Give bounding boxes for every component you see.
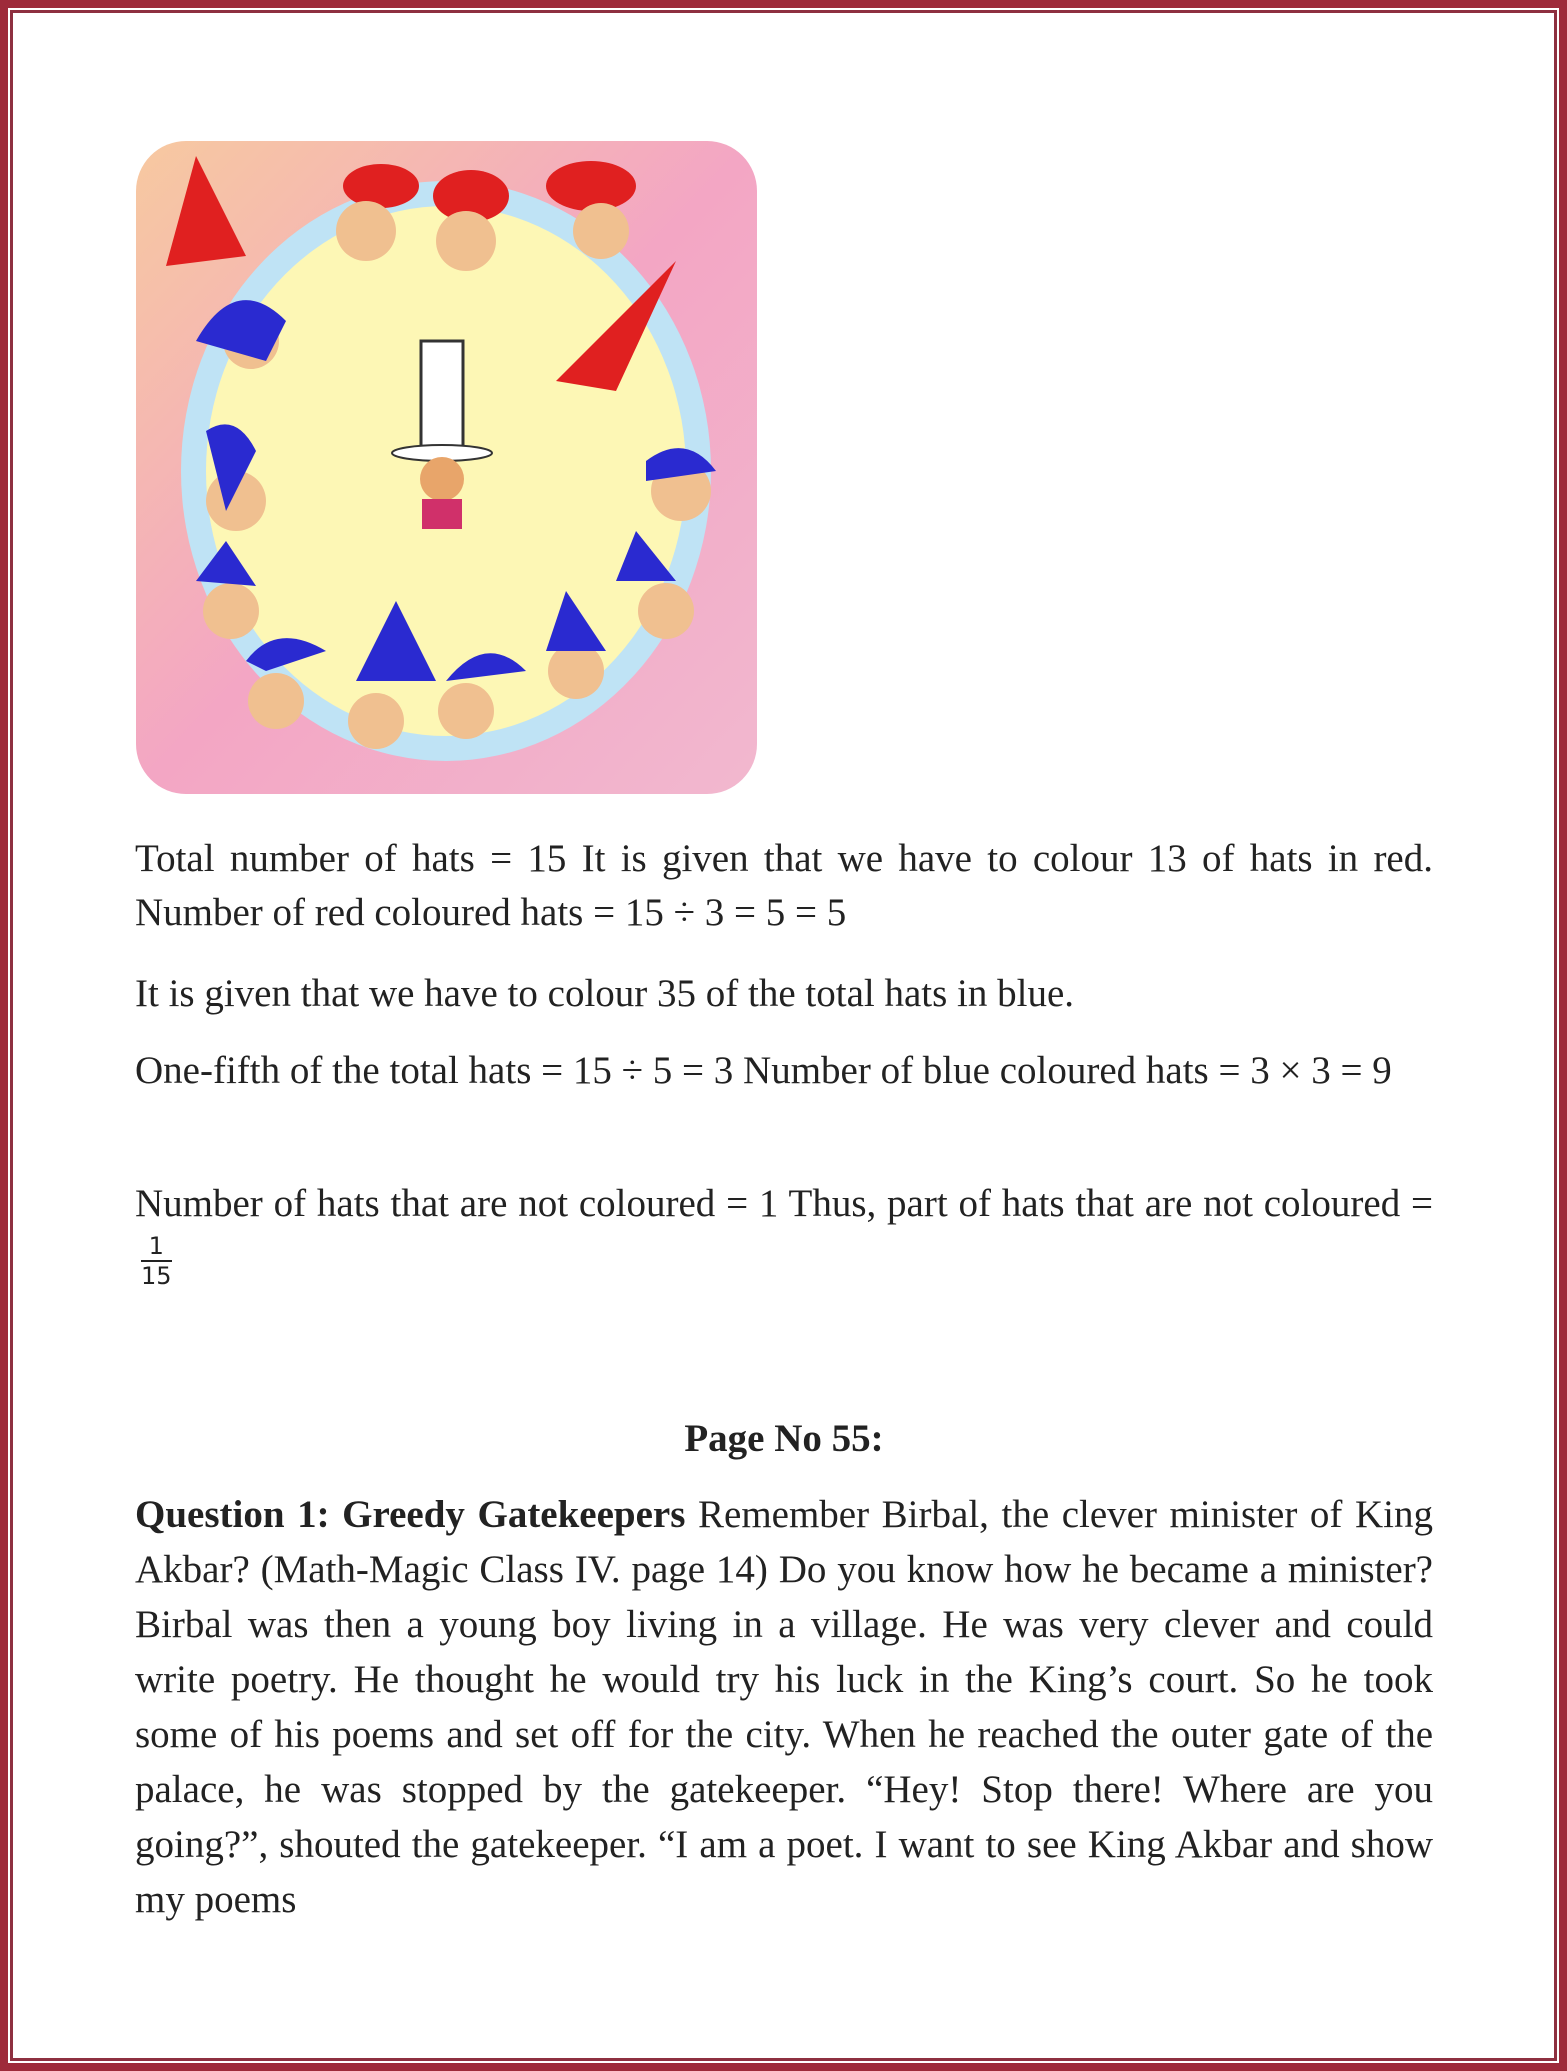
solution-paragraph-4-text: Number of hats that are not coloured = 1 Thus, part of hats that are not coloured = — [135, 1182, 1433, 1225]
hats-circle-illustration — [136, 141, 757, 794]
solution-paragraph-1: Total number of hats = 15 It is given that we have to colour 13 of hats in red. Number of red coloured hats = 15 ÷ 3 = 5 = 5 — [135, 837, 1433, 934]
solution-paragraph-3: One-fifth of the total hats = 15 ÷ 5 = 3 Number of blue coloured hats = 3 × 3 = 9 — [135, 1049, 1392, 1092]
fraction — [141, 1232, 172, 1290]
solution-paragraph-4 — [135, 1177, 1433, 1290]
solution-paragraph-2: It is given that we have to colour 35 of the total hats in blue. — [135, 972, 1075, 1015]
question-body: Remember Birbal, the clever minister of King Akbar? (Math-Magic Class IV. page 14) Do you know how he became a minister? Birbal was then a young boy living in a village. He was very clever and could write poetry. He thought he would try his luck in the King’s court. So he took some of his poems and set off for the city. When he reached the outer gate of the palace, he was stopped by the gatekeeper. “Hey! Stop there! Where are you going?”, shouted the gatekeeper. “I am a poet. I want to see King Akbar and show my poems — [135, 1493, 1433, 1921]
question-title: Question 1: Greedy Gatekeepers — [135, 1493, 686, 1536]
page-heading: Page No 55: — [684, 1417, 884, 1460]
fraction-numerator: 1 — [141, 1232, 172, 1262]
question-paragraph — [135, 1487, 1433, 1927]
fraction-denominator: 15 — [141, 1262, 172, 1291]
white-tall-hat — [421, 341, 463, 451]
